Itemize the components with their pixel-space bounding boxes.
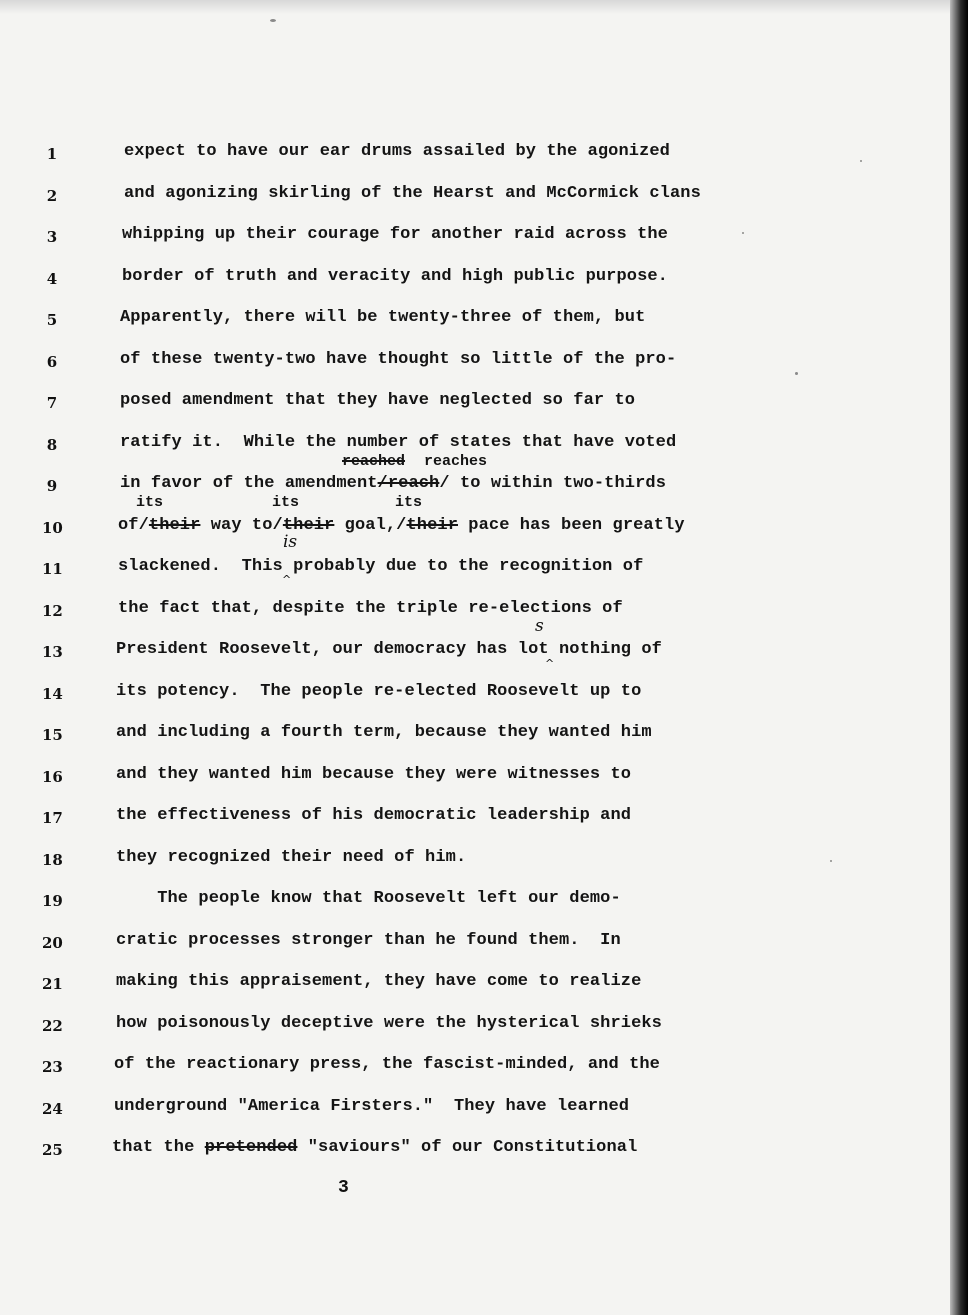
text-line xyxy=(118,516,685,535)
text-line: underground "America Firsters." They have learned xyxy=(114,1096,630,1116)
line-number: 24 xyxy=(42,1099,63,1118)
line-number: 1 xyxy=(46,145,58,163)
text-line: and they wanted him because they were witnesses to xyxy=(116,764,632,784)
insertion-caret: ^ xyxy=(545,657,555,670)
line-number: 8 xyxy=(46,435,58,454)
text-segment: "saviours" of our Constitutional xyxy=(297,1138,638,1157)
line-number: 18 xyxy=(42,850,63,869)
scan-edge xyxy=(950,0,968,1315)
text-line: the effectiveness of his democratic leadership and xyxy=(116,806,632,825)
line-number: 22 xyxy=(42,1016,63,1035)
text-segment: goal,/ xyxy=(334,515,407,535)
line-number: 3 xyxy=(46,228,58,246)
text-segment: that the xyxy=(112,1138,205,1157)
text-line: Apparently, there will be twenty-three of them, but xyxy=(120,308,646,327)
line-number: 10 xyxy=(42,518,63,537)
scan-speck xyxy=(830,860,832,862)
handwritten-insert-s: s xyxy=(535,616,544,636)
struck-text: their xyxy=(148,515,201,535)
line-number: 21 xyxy=(42,975,63,993)
line-number: 6 xyxy=(46,352,58,371)
text-line: posed amendment that they have neglected so far to xyxy=(120,391,636,410)
text-line: cratic processes stronger than he found them. In xyxy=(116,930,621,950)
text-line: of the reactionary press, the fascist-minded, and the xyxy=(114,1055,660,1074)
line-number: 7 xyxy=(46,394,58,412)
text-line: ratify it. While the number of states that have voted xyxy=(120,432,677,452)
line-number: 11 xyxy=(42,560,63,578)
interlinear-insert-its-1: its xyxy=(136,494,164,511)
text-line: whipping up their courage for another raid across the xyxy=(122,225,668,244)
text-line: making this appraisement, they have come to realize xyxy=(116,972,642,991)
text-segment: of/ xyxy=(118,515,149,535)
page-number: 3 xyxy=(338,1178,349,1198)
struck-text: /reach xyxy=(377,474,440,493)
line-number: 4 xyxy=(46,269,58,288)
text-line: border of truth and veracity and high public purpose. xyxy=(122,266,668,286)
line-number: 13 xyxy=(42,643,63,661)
line-number: 17 xyxy=(42,809,63,827)
text-line: and including a fourth term, because they wanted him xyxy=(116,723,652,742)
line-number: 9 xyxy=(46,477,58,495)
interlinear-insert-its-2: its xyxy=(272,494,300,511)
line-number: 20 xyxy=(42,933,63,952)
text-line: they recognized their need of him. xyxy=(116,847,467,867)
scan-speck xyxy=(270,19,276,22)
text-line: its potency. The people re-elected Roosevelt up to xyxy=(116,681,642,701)
text-line: and agonizing skirling of the Hearst and McCormick clans xyxy=(124,183,701,203)
line-number: 15 xyxy=(42,726,63,744)
text-line: slackened. This probably due to the recognition of xyxy=(118,557,644,576)
scan-speck xyxy=(860,160,862,162)
struck-text: their xyxy=(406,515,458,535)
insertion-caret: ^ xyxy=(282,573,292,586)
scan-speck xyxy=(795,372,798,375)
interlinear-insert-reaches: reaches xyxy=(424,453,488,470)
text-line: The people know that Roosevelt left our demo- xyxy=(116,889,621,908)
text-segment: pace has been greatly xyxy=(458,515,685,535)
line-number: 19 xyxy=(42,892,63,910)
text-line: of these twenty-two have thought so little of the pro- xyxy=(120,349,677,369)
text-line: the fact that, despite the triple re-elections of xyxy=(118,598,623,618)
scan-shadow xyxy=(0,0,950,14)
handwritten-insert-is: is xyxy=(283,532,298,552)
line-number: 12 xyxy=(42,601,63,620)
line-number: 25 xyxy=(42,1141,63,1159)
line-number: 16 xyxy=(42,767,63,786)
line-number: 14 xyxy=(42,684,63,703)
interlinear-insert-its-3: its xyxy=(395,494,423,511)
text-line: how poisonously deceptive were the hysterical shrieks xyxy=(116,1013,662,1033)
line-number: 5 xyxy=(46,311,58,329)
text-segment: / to within two-thirds xyxy=(439,474,666,493)
text-line: President Roosevelt, our democracy has lot nothing of xyxy=(116,640,662,659)
text-segment: way to/ xyxy=(200,515,283,535)
struck-text: pretended xyxy=(204,1138,298,1157)
text-segment: in favor of the amendment xyxy=(120,474,378,493)
scan-speck xyxy=(742,232,744,234)
line-number: 2 xyxy=(46,186,58,205)
text-line xyxy=(120,474,666,493)
text-line: expect to have our ear drums assailed by the agonized xyxy=(124,142,670,161)
struck-text: their xyxy=(282,515,335,535)
interlinear-struck-word: reached xyxy=(342,453,406,470)
text-line xyxy=(112,1138,637,1157)
line-number: 23 xyxy=(42,1058,63,1076)
